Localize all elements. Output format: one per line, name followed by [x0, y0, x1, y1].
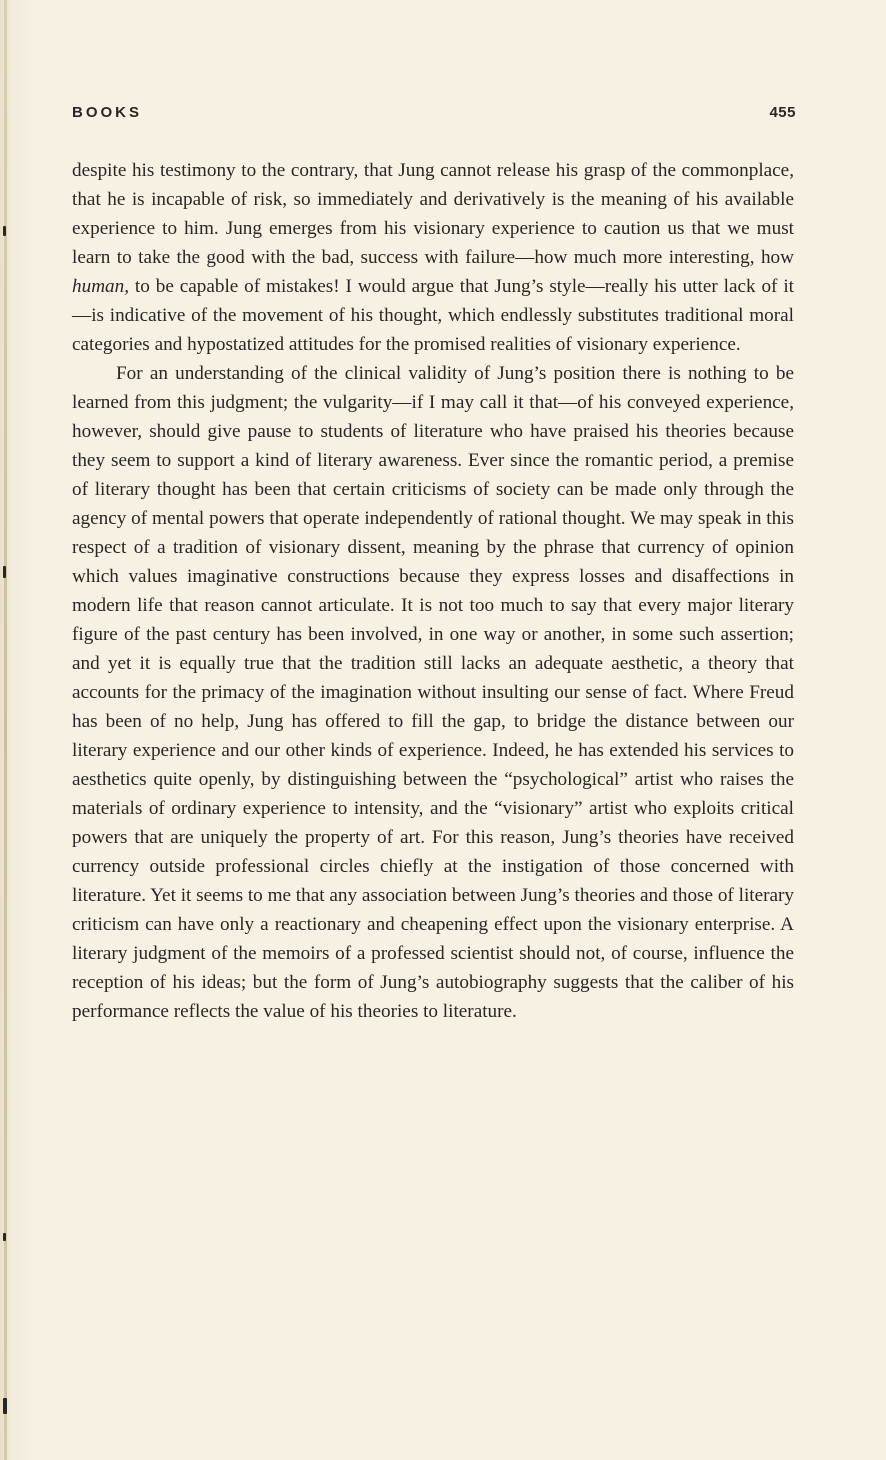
- paragraph: For an understanding of the clinical validity of Jung’s position there is nothing to be learned from this judgment; the vulgarity—if I may call it that—of his conveyed experience, however, should give pause to students of literature who have praised his theories because they seem to support a kind of literary awareness. Ever since the romantic period, a premise of literary thought has been that certain criticisms of society can be made only through the agency of mental powers that operate independently of rational thought. We may speak in this respect of a tradition of visionary dissent, meaning by the phrase that currency of opinion which values imaginative constructions because they express losses and disaffections in modern life that reason cannot articulate. It is not too much to say that every major literary figure of the past century has been involved, in one way or another, in some such assertion; and yet it is equally true that the tradition still lacks an adequate aesthetic, a theory that accounts for the primacy of the imagination without insulting our sense of fact. Where Freud has been of no help, Jung has offered to fill the gap, to bridge the distance between our literary experience and our other kinds of experience. Indeed, he has extended his services to aesthetics quite openly, by distinguishing between the “psychological” artist who raises the materials of ordinary experience to intensity, and the “visionary” artist who exploits critical powers that are uniquely the property of art. For this reason, Jung’s theories have received currency outside professional circles chiefly at the instigation of those concerned with literature. Yet it seems to me that any association between Jung’s theories and those of literary criticism can have only a reactionary and cheapening effect upon the visionary enterprise. A literary judgment of the memoirs of a professed scientist should not, of course, influence the reception of his ideas; but the form of Jung’s autobiography suggests that the caliber of his performance reflects the value of his theories to literature.: [72, 363, 795, 1022]
- body-text: [72, 156, 794, 1026]
- margin-mark: [3, 226, 6, 236]
- running-head: [72, 104, 796, 128]
- emphasized-word: human,: [72, 276, 130, 297]
- running-title: BOOKS: [72, 104, 143, 121]
- page-number: 455: [769, 104, 796, 121]
- paragraph-text: to be capable of mistakes! I would argue that Jung’s style—really his utter lack of it—is indicative of the movement of his thought, which endlessly substitutes traditional moral categories and hypostatized attitudes for the promised realities of visionary experience.: [72, 276, 794, 355]
- margin-mark: [3, 1398, 7, 1414]
- margin-mark: [3, 566, 6, 578]
- margin-mark: [3, 1233, 6, 1241]
- paragraph: [72, 156, 794, 359]
- paragraph-text: despite his testimony to the contrary, that Jung cannot release his grasp of the commonplace, that he is incapable of risk, so immediately and derivatively is the meaning of his available experience to him. Jung emerges from his visionary experience to caution us that we must learn to take the good with the bad, success with failure—how much more interesting, how: [72, 160, 794, 268]
- binding-gutter: [4, 0, 7, 1460]
